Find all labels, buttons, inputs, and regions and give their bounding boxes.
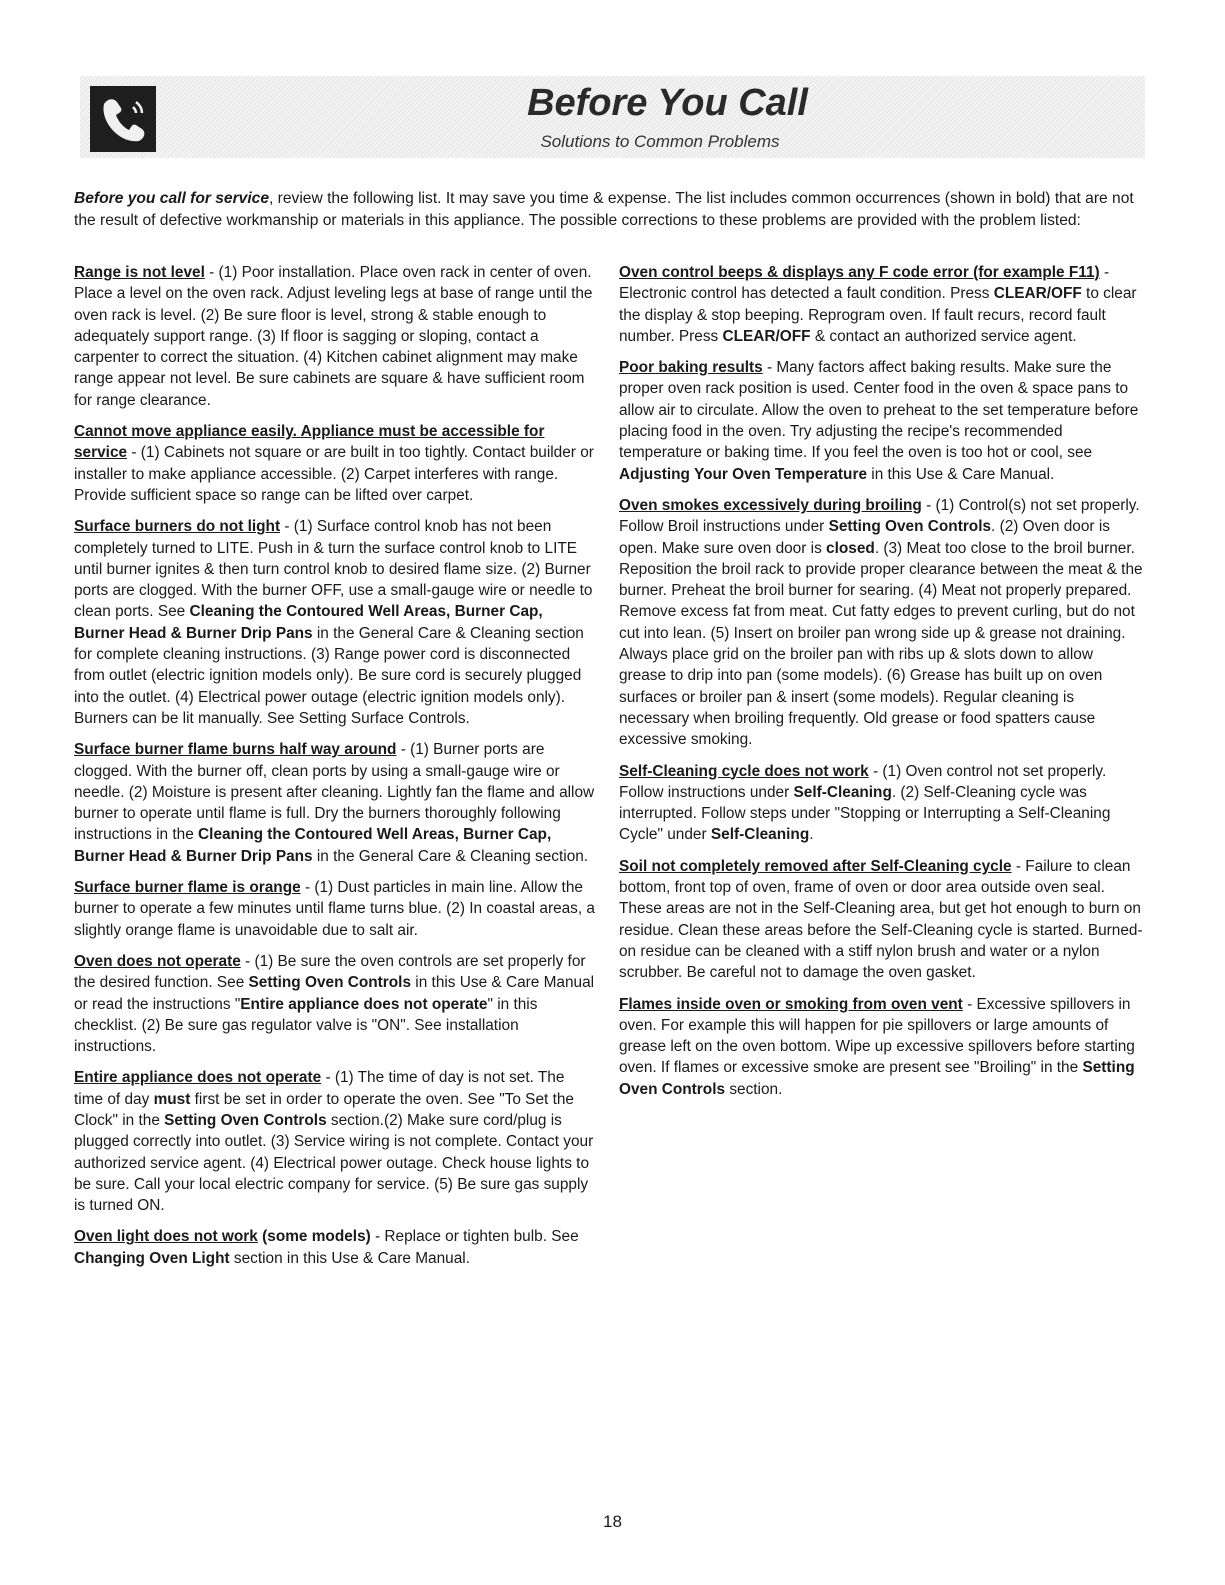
problem-text: - (1) Poor installation. Place oven rack in center of oven. Place a level on the oven rack. Adjust leveling legs at base of range until the oven rack is level. (2) Be sure floor is level, strong & stable enough to adequately support range. (3) If floor is sagging or sloping, contact a carpenter to correct the situation. (4) Kitchen cabinet alignment may make range appear not level. Be sure cabinets are square & have sufficient room for range clearance. bbox=[74, 264, 593, 409]
bold-reference: must bbox=[153, 1090, 191, 1108]
problem-title: Cannot move appliance easily. Appliance must be accessible for service bbox=[74, 423, 545, 462]
problem-item bbox=[619, 262, 1143, 347]
intro-lead: Before you call for service bbox=[74, 190, 270, 207]
problem-title: Self-Cleaning cycle does not work bbox=[619, 762, 869, 780]
problem-title: Soil not completely removed after Self-Cleaning cycle bbox=[619, 857, 1012, 875]
problem-text: - Failure to clean bottom, front top of oven, frame of oven or door area outside oven seal. These areas are not in the Self-Cleaning area, but get hot enough to burn on residue. Clean these areas before the Self-Cleaning cycle is started. Burned-on residue can be cleaned with a stiff nylon brush and water or a nylon scrubber. Be careful not to damage the oven gasket. bbox=[619, 857, 1143, 982]
bold-reference: Setting Oven Controls bbox=[164, 1111, 327, 1129]
problem-title: Oven light does not work bbox=[74, 1228, 258, 1246]
bold-reference: CLEAR/OFF bbox=[993, 285, 1082, 303]
problem-text: - (1) Control(s) not set properly. Follow Broil instructions under bbox=[619, 496, 1140, 536]
problem-item bbox=[74, 1226, 596, 1269]
problem-text: . (2) Self-Cleaning cycle was interrupted. Follow steps under "Stopping or Interrupting a Self-Cleaning Cycle" under bbox=[619, 783, 1111, 844]
problem-item bbox=[74, 877, 596, 941]
problem-item bbox=[74, 262, 596, 411]
problem-text: - (1) Surface control knob has not been completely turned to LITE. Push in & turn the surface control knob to LITE until burner ignites & then turn control knob to desired flame size. (2) Burner ports are clogged. With the burner OFF, use a small-gauge wire or needle to clean ports. See bbox=[74, 518, 593, 621]
bold-reference: Cleaning the Contoured Well Areas, Burner Cap, Burner Head & Burner Drip Pans bbox=[74, 826, 552, 865]
problem-text: in the General Care & Cleaning section for complete cleaning instructions. (3) Range power cord is disconnected from outlet (electric ignition models only). Be sure cord is securely plugged into the outlet. (4) Electrical power outage (electric ignition models only). Burners can be lit manually. See Setting Surface Controls. bbox=[74, 624, 584, 727]
problem-item bbox=[619, 495, 1143, 751]
problem-text: - (1) Dust particles in main line. Allow the burner to operate a few minutes until flame turns blue. (2) In coastal areas, a slightly orange flame is unavoidable due to salt air. bbox=[74, 879, 595, 939]
problem-item bbox=[74, 1067, 596, 1216]
page-subtitle: Solutions to Common Problems bbox=[540, 132, 780, 151]
bold-reference: Adjusting Your Oven Temperature bbox=[619, 465, 867, 483]
bold-reference: Entire appliance does not operate bbox=[240, 995, 488, 1013]
left-column bbox=[74, 262, 596, 1279]
problem-text: . (3) Meat too close to the broil burner. Reposition the broil rack to provide proper clearance between the meat & the burner. Preheat the broil burner for searing. (4) Meat not properly prepared. Remove excess fat from meat. Cut fatty edges to prevent curling, but do not cut into lean. (5) Insert on broiler pan wrong side up & grease not draining. Always place grid on the broiler pan with ribs up & slots down to allow grease to drip into pan (some models). (6) Grease has built up on oven surfaces or broiler pan & insert (some models). Regular cleaning is necessary when broiling frequently. Old grease or food spatters cause excessive smoking. bbox=[619, 539, 1143, 749]
problem-title: Surface burner flame is orange bbox=[74, 879, 301, 897]
problem-item bbox=[74, 516, 596, 729]
page-title: Before You Call bbox=[527, 82, 808, 124]
problem-text: in this Use & Care Manual or read the instructions " bbox=[74, 974, 595, 1013]
bold-reference: Changing Oven Light bbox=[74, 1249, 230, 1267]
bold-reference: Setting Oven Controls bbox=[619, 1059, 1135, 1098]
problem-text: - Electronic control has detected a fault condition. Press bbox=[619, 264, 1110, 303]
problem-text: - (1) Be sure the oven controls are set properly for the desired function. See bbox=[74, 952, 586, 992]
problem-text: first be set in order to operate the oven. See "To Set the Clock" in the bbox=[74, 1090, 574, 1129]
problem-item bbox=[74, 421, 596, 506]
problem-title: Flames inside oven or smoking from oven vent bbox=[619, 995, 963, 1013]
problem-text: to clear the display & stop beeping. Reprogram oven. If fault recurs, record fault number. Press bbox=[619, 285, 1137, 345]
problem-text: section in this Use & Care Manual. bbox=[229, 1249, 470, 1267]
bold-reference: Setting Oven Controls bbox=[828, 518, 992, 536]
problem-item bbox=[619, 357, 1143, 485]
problem-title: Oven does not operate bbox=[74, 952, 241, 970]
problem-item bbox=[74, 951, 596, 1057]
problem-text: - (1) Oven control not set properly. Follow instructions under bbox=[619, 762, 1107, 801]
problem-item bbox=[74, 739, 596, 867]
problem-text: section. bbox=[725, 1080, 783, 1098]
problem-text: - (1) Cabinets not square or are built in too tightly. Contact builder or installer to make appliance accessible. (2) Carpet interferes with range. Provide sufficient space so range can be lifted over carpet. bbox=[74, 444, 594, 504]
problem-text: section.(2) Make sure cord/plug is plugged correctly into outlet. (3) Service wiring is not complete. Contact your authorized service agent. (4) Electrical power outage. Check house lights to be sure. Call your local electric company for service. (5) Be sure gas supply is turned ON. bbox=[74, 1111, 594, 1215]
page-number: 18 bbox=[603, 1512, 622, 1531]
problem-title: Surface burner flame burns half way around bbox=[74, 741, 397, 759]
problem-text: & contact an authorized service agent. bbox=[810, 327, 1077, 345]
right-column bbox=[619, 262, 1143, 1110]
bold-reference: Setting Oven Controls bbox=[248, 974, 412, 992]
intro-text: , review the following list. It may save you time & expense. The list includes common occurrences (shown in bold) that are not the result of defective workmanship or materials in this appliance. The possible corrections to these problems are provided with the problem listed: bbox=[74, 190, 1134, 229]
problem-text: in the General Care & Cleaning section. bbox=[312, 847, 589, 865]
problem-title: Surface burners do not light bbox=[74, 518, 281, 536]
problem-text: . bbox=[809, 826, 814, 844]
bold-reference: Self-Cleaning bbox=[710, 826, 810, 844]
problem-item bbox=[619, 994, 1143, 1100]
bold-reference: Self-Cleaning bbox=[793, 783, 892, 801]
bold-reference: Cleaning the Contoured Well Areas, Burner Cap, Burner Head & Burner Drip Pans bbox=[74, 603, 543, 642]
problem-text: - (1) Burner ports are clogged. With the burner off, clean ports by using a small-gauge wire or needle. (2) Moisture is present after cleaning. Lightly fan the flame and allow burner to operate until flame is full. Dry the burners thoroughly following instructions in the bbox=[74, 741, 595, 844]
problem-text: . (2) Oven door is open. Make sure oven door is bbox=[619, 518, 1110, 557]
problem-text: - Many factors affect baking results. Make sure the proper oven rack position is used. Center food in the oven & space pans to allow air to circulate. Allow the oven to preheat to the set temperature before placing food in the oven. Try adjusting the recipe's recommended temperature or baking time. If you feel the oven is too hot or cool, see bbox=[619, 359, 1139, 462]
bold-reference: closed bbox=[826, 539, 875, 557]
problem-text: - Replace or tighten bulb. See bbox=[370, 1228, 579, 1246]
problem-text: - (1) The time of day is not set. The time of day bbox=[74, 1069, 565, 1108]
problem-text: - Excessive spillovers in oven. For example this will happen for pie spillovers or large amounts of grease left on the oven bottom. Wipe up excessive spillovers before starting oven. If flames or excessive smoke are present see "Broiling" in the bbox=[619, 995, 1135, 1077]
page-header bbox=[80, 76, 1145, 158]
problem-title: Oven control beeps & displays any F code error (for example F11) bbox=[619, 264, 1100, 281]
problem-item bbox=[619, 856, 1143, 984]
bold-reference: (some models) bbox=[257, 1228, 371, 1246]
problem-item bbox=[619, 761, 1143, 846]
problem-text: in this Use & Care Manual. bbox=[867, 465, 1055, 483]
problem-title: Range is not level bbox=[74, 264, 205, 281]
problem-title: Entire appliance does not operate bbox=[74, 1069, 322, 1087]
bold-reference: CLEAR/OFF bbox=[722, 327, 811, 345]
intro-paragraph bbox=[74, 188, 1134, 232]
problem-title: Oven smokes excessively during broiling bbox=[619, 496, 922, 514]
problem-text: " in this checklist. (2) Be sure gas regulator valve is "ON". See installation instructions. bbox=[74, 995, 538, 1056]
problem-title: Poor baking results bbox=[619, 359, 763, 377]
